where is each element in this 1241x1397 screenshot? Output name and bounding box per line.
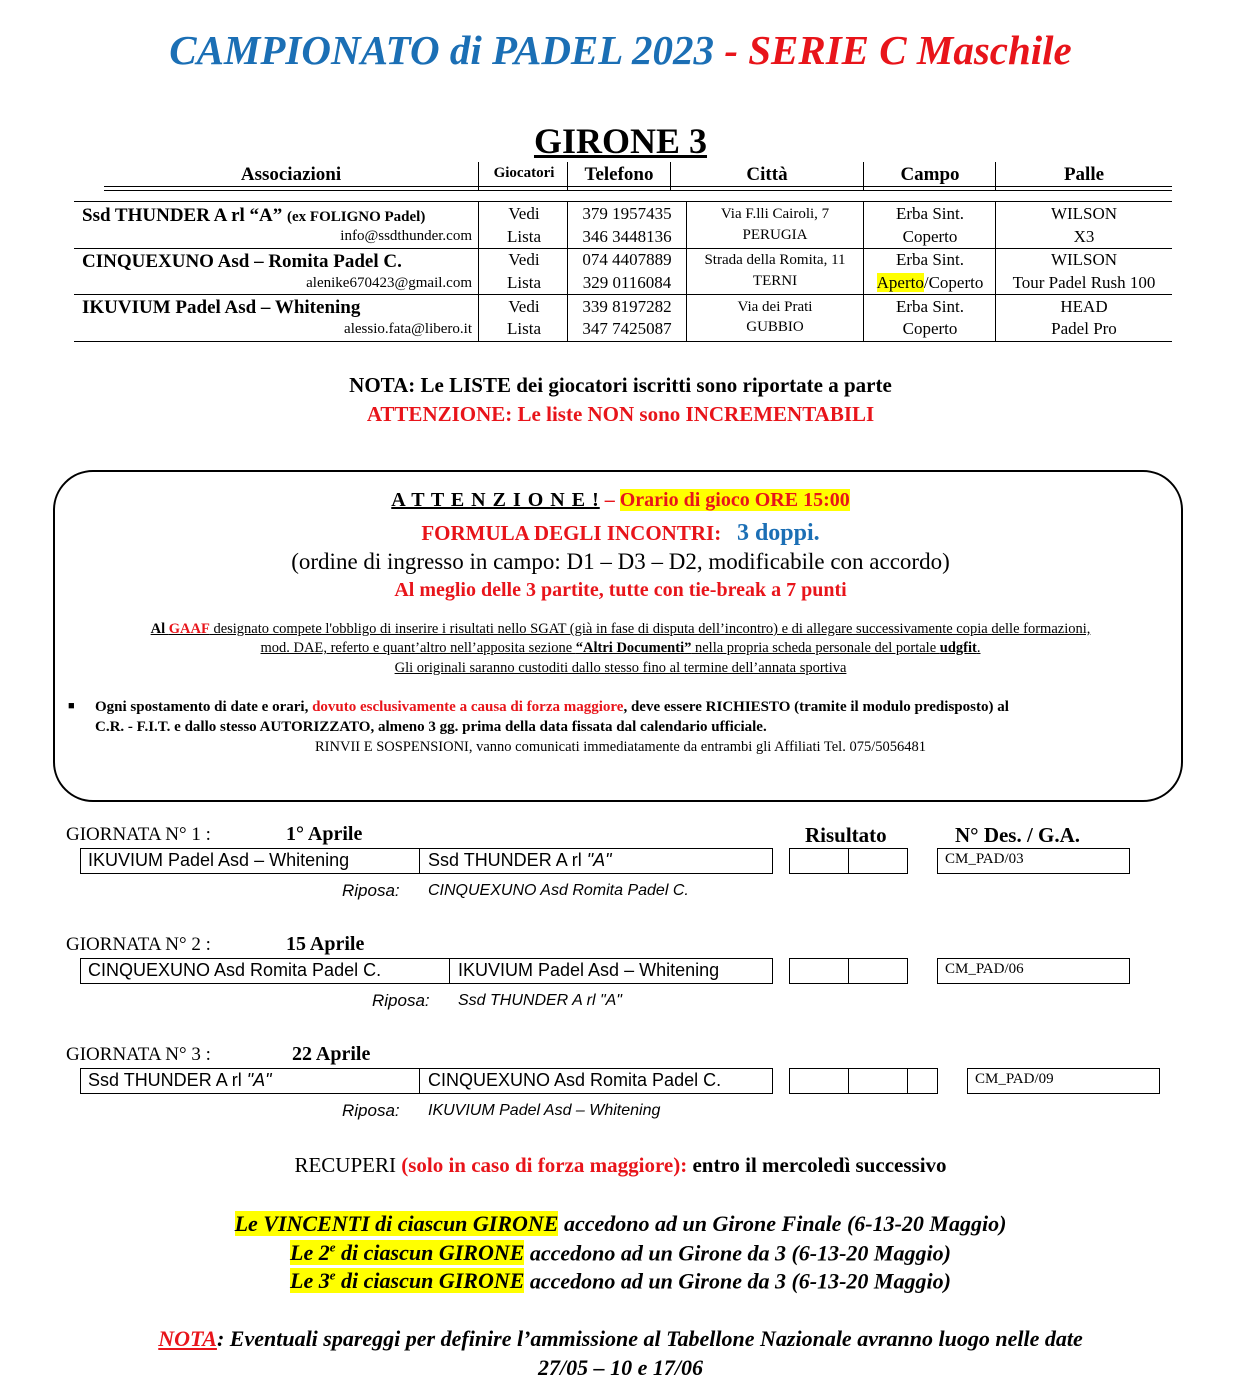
qualif-sup: e	[329, 1268, 336, 1283]
home-team: CINQUEXUNO Asd Romita Padel C.	[88, 960, 382, 980]
qualif-girone: di ciascun GIRONE	[335, 1268, 525, 1294]
qualif-highlight	[290, 1268, 524, 1293]
gaaf-prefix: Al	[150, 621, 169, 637]
phone-1: 339 8197282	[582, 297, 672, 316]
score-home-box	[789, 958, 849, 984]
campo-aperto-highlight: Aperto	[876, 273, 924, 292]
riposa-label: Riposa:	[342, 881, 400, 900]
designation-code: CM_PAD/06	[945, 961, 1024, 977]
giocatori-vedi: Vedi	[508, 297, 540, 316]
riposa-team: Ssd THUNDER A rl "A"	[458, 992, 622, 1009]
bullet-line-2: C.R. - F.I.T. e dallo stesso AUTORIZZATO, almeno 3 gg. prima della data fissata dal calendario ufficiale.	[95, 719, 767, 735]
row-rule-bottom	[74, 341, 1172, 342]
gaaf-word: GAAF	[168, 621, 210, 637]
header-rule-bottom	[104, 190, 1172, 191]
home-team	[88, 1070, 272, 1091]
giocatori-lista: Lista	[507, 227, 541, 246]
giornata-label: GIORNATA N° 1 :	[66, 824, 211, 845]
campo-coperto: /Coperto	[923, 273, 984, 292]
altri-documenti: “Altri Documenti”	[575, 640, 692, 656]
city-name: TERNI	[752, 273, 798, 289]
riposa-team: CINQUEXUNO Asd Romita Padel C.	[428, 882, 689, 899]
qualif-text: accedono ad un Girone da 3 (6-13-20 Maggio)	[524, 1240, 951, 1266]
header-campo: Campo	[900, 164, 960, 185]
palle-model: X3	[1073, 227, 1095, 246]
giornata-label: GIORNATA N° 3 :	[66, 1044, 211, 1065]
phone-2: 329 0116084	[582, 273, 672, 292]
nota-liste: NOTA: Le LISTE dei giocatori iscritti sono riportate a parte	[349, 373, 892, 397]
away-team: IKUVIUM Padel Asd – Whitening	[458, 960, 720, 980]
city-address: Via dei Prati	[737, 299, 813, 315]
score-away-box	[848, 1068, 908, 1094]
giornata-label: GIORNATA N° 2 :	[66, 934, 211, 955]
orario-highlight: Orario di gioco ORE 15:00	[619, 489, 850, 511]
team-email: alessio.fata@libero.it	[344, 321, 472, 337]
home-team	[88, 850, 349, 871]
qualif-text: accedono ad un Girone Finale (6-13-20 Maggio)	[558, 1211, 1007, 1236]
palle-model: Tour Padel Rush 100	[1012, 273, 1156, 292]
final-note-dates: 27/05 – 10 e 17/06	[538, 1355, 703, 1380]
gaaf-text: mod. DAE, referto e quant’altro nell’apposita sezione	[260, 640, 576, 656]
bullet-icon: ■	[68, 700, 75, 712]
final-note-text: : Eventuali spareggi per definire l’ammissione al Tabellone Nazionale avranno luogo nelle date	[216, 1326, 1083, 1351]
phone-1: 379 1957435	[582, 204, 672, 223]
palle-brand: WILSON	[1050, 204, 1118, 223]
home-team-name: IKUVIUM Padel Asd – Whitening	[88, 850, 350, 870]
qualif-sup: e	[329, 1240, 336, 1255]
qualif-girone: di ciascun GIRONE	[335, 1240, 525, 1266]
header-citta: Città	[746, 164, 788, 185]
phone-2: 346 3448136	[582, 227, 672, 246]
team-name: IKUVIUM Padel Asd – Whitening	[82, 297, 361, 318]
city-name: PERUGIA	[742, 227, 808, 243]
qualif-line-1	[0, 1211, 1241, 1237]
giocatori-lista: Lista	[507, 273, 541, 292]
score-home-box	[789, 848, 849, 874]
bullet-text: , deve essere RICHIESTO (tramite il modulo predisposto) al	[623, 699, 1009, 715]
header-rule-top	[104, 186, 1172, 187]
gaaf-line-1	[0, 621, 1241, 638]
page-title	[0, 26, 1241, 74]
team-email: alenike670423@gmail.com	[306, 275, 472, 291]
campo-surface: Erba Sint.	[896, 250, 964, 269]
team-name-note: (ex FOLIGNO Padel)	[287, 209, 426, 225]
campo-surface: Erba Sint.	[896, 204, 964, 223]
bullet-text: Ogni spostamento di date e orari,	[95, 699, 313, 715]
attention-line	[0, 489, 1241, 512]
col-sep	[567, 162, 568, 191]
row-rule-top	[74, 201, 1172, 202]
team-name-text: Ssd THUNDER A rl “A”	[82, 205, 283, 226]
ndes-header: N° Des. / G.A.	[955, 823, 1081, 847]
phone-1: 074 4407889	[582, 250, 672, 269]
bullet-line-1	[95, 699, 1009, 716]
away-team-suffix: "A"	[586, 850, 612, 870]
formula-value: 3 doppi.	[736, 520, 820, 546]
col-sep	[863, 162, 864, 191]
title-part-2: SERIE C Maschile	[748, 27, 1072, 73]
col-sep	[478, 201, 479, 341]
recuperi-label: RECUPERI	[294, 1153, 402, 1177]
home-team-suffix: "A"	[246, 1070, 272, 1090]
attention-dash: –	[599, 489, 620, 511]
home-team-name: Ssd THUNDER A rl	[88, 1070, 247, 1090]
designation-code: CM_PAD/09	[975, 1071, 1054, 1087]
team-name	[82, 205, 425, 227]
row-rule-1	[74, 248, 1172, 249]
campo-type: Coperto	[902, 227, 958, 246]
city-name: GUBBIO	[746, 319, 804, 335]
col-sep	[478, 162, 479, 191]
gaaf-period: .	[976, 640, 981, 656]
formula-label: FORMULA DEGLI INCONTRI:	[421, 521, 722, 545]
ordine-line: (ordine di ingresso in campo: D1 – D3 – D2, modificabile con accordo)	[291, 549, 950, 574]
riposa-label: Riposa:	[342, 1101, 400, 1120]
gaaf-text: nella propria scheda personale del portale	[691, 640, 940, 656]
meglio-line: Al meglio delle 3 partite, tutte con tie-break a 7 punti	[394, 579, 847, 601]
score-home-box	[789, 1068, 849, 1094]
city-address: Via F.lli Cairoli, 7	[720, 206, 830, 222]
col-sep	[670, 162, 671, 191]
team-email: info@ssdthunder.com	[340, 228, 472, 244]
designation-code: CM_PAD/03	[945, 851, 1024, 867]
qualif-highlight	[290, 1240, 524, 1265]
qualif-highlight: Le VINCENTI di ciascun GIRONE	[234, 1211, 559, 1236]
title-separator: -	[714, 27, 749, 73]
campo-type	[864, 273, 996, 293]
qualif-line-2	[0, 1240, 1241, 1266]
riposa-label: Riposa:	[372, 991, 430, 1010]
score-away-box	[848, 958, 908, 984]
attention-word: A T T E N Z I O N E !	[391, 489, 600, 511]
giocatori-lista: Lista	[507, 319, 541, 338]
attenzione-liste: ATTENZIONE: Le liste NON sono INCREMENTABILI	[366, 402, 875, 426]
away-team-name: Ssd THUNDER A rl	[428, 850, 587, 870]
gaaf-line-3: Gli originali saranno custoditi dallo stesso fino al termine dell’annata sportiva	[394, 660, 847, 676]
campo-type: Coperto	[902, 319, 958, 338]
campo-surface: Erba Sint.	[896, 297, 964, 316]
gaaf-text: designato compete l'obbligo di inserire i risultati nello SGAT (già in fase di disputa dell’incontro) e di allegare successivamente copia delle formazioni,	[209, 621, 1091, 637]
recuperi-line	[0, 1153, 1241, 1178]
row-rule-2	[74, 294, 1172, 295]
header-associazioni: Associazioni	[240, 164, 342, 185]
giornata-date: 22 Aprile	[292, 1043, 371, 1065]
away-team	[428, 850, 612, 871]
girone-heading	[0, 120, 1241, 162]
girone-label: GIRONE 3	[533, 121, 708, 161]
qualif-position: Le 2	[290, 1240, 330, 1266]
header-telefono: Telefono	[584, 164, 654, 185]
bullet-red-text: dovuto esclusivamente a causa di forza maggiore	[312, 699, 624, 715]
risultato-header: Risultato	[805, 823, 887, 847]
recuperi-deadline: entro il mercoledì successivo	[687, 1153, 947, 1177]
recuperi-condition: (solo in caso di forza maggiore):	[401, 1153, 688, 1177]
giocatori-vedi: Vedi	[508, 204, 540, 223]
giornata-date: 1° Aprile	[286, 823, 363, 845]
final-note-label: NOTA	[158, 1326, 217, 1351]
qualif-position: Le 3	[290, 1268, 330, 1294]
palle-model: Padel Pro	[1051, 319, 1117, 338]
riposa-team: IKUVIUM Padel Asd – Whitening	[428, 1102, 661, 1119]
header-palle: Palle	[1063, 164, 1105, 185]
city-address: Strada della Romita, 11	[704, 252, 846, 268]
final-note-line	[0, 1326, 1241, 1352]
team-name: CINQUEXUNO Asd – Romita Padel C.	[82, 251, 402, 272]
rinvii-line: RINVII E SOSPENSIONI, vanno comunicati immediatamente da entrambi gli Affiliati Tel. 075/5056481	[315, 739, 926, 755]
extra-score-box	[907, 1068, 938, 1094]
title-part-1: CAMPIONATO di PADEL 2023	[169, 27, 715, 73]
gaaf-line-2	[0, 640, 1241, 657]
palle-brand: WILSON	[1050, 250, 1118, 269]
giocatori-vedi: Vedi	[508, 250, 540, 269]
header-giocatori: Giocatori	[493, 165, 555, 181]
qualif-line-3	[0, 1268, 1241, 1294]
away-team: CINQUEXUNO Asd Romita Padel C.	[428, 1070, 722, 1090]
formula-line	[0, 520, 1241, 547]
palle-brand: HEAD	[1060, 297, 1108, 316]
udgfit: udgfit	[939, 640, 977, 656]
col-sep	[995, 162, 996, 191]
qualif-text: accedono ad un Girone da 3 (6-13-20 Maggio)	[524, 1268, 951, 1294]
phone-2: 347 7425087	[582, 319, 672, 338]
giornata-date: 15 Aprile	[286, 933, 365, 955]
score-away-box	[848, 848, 908, 874]
